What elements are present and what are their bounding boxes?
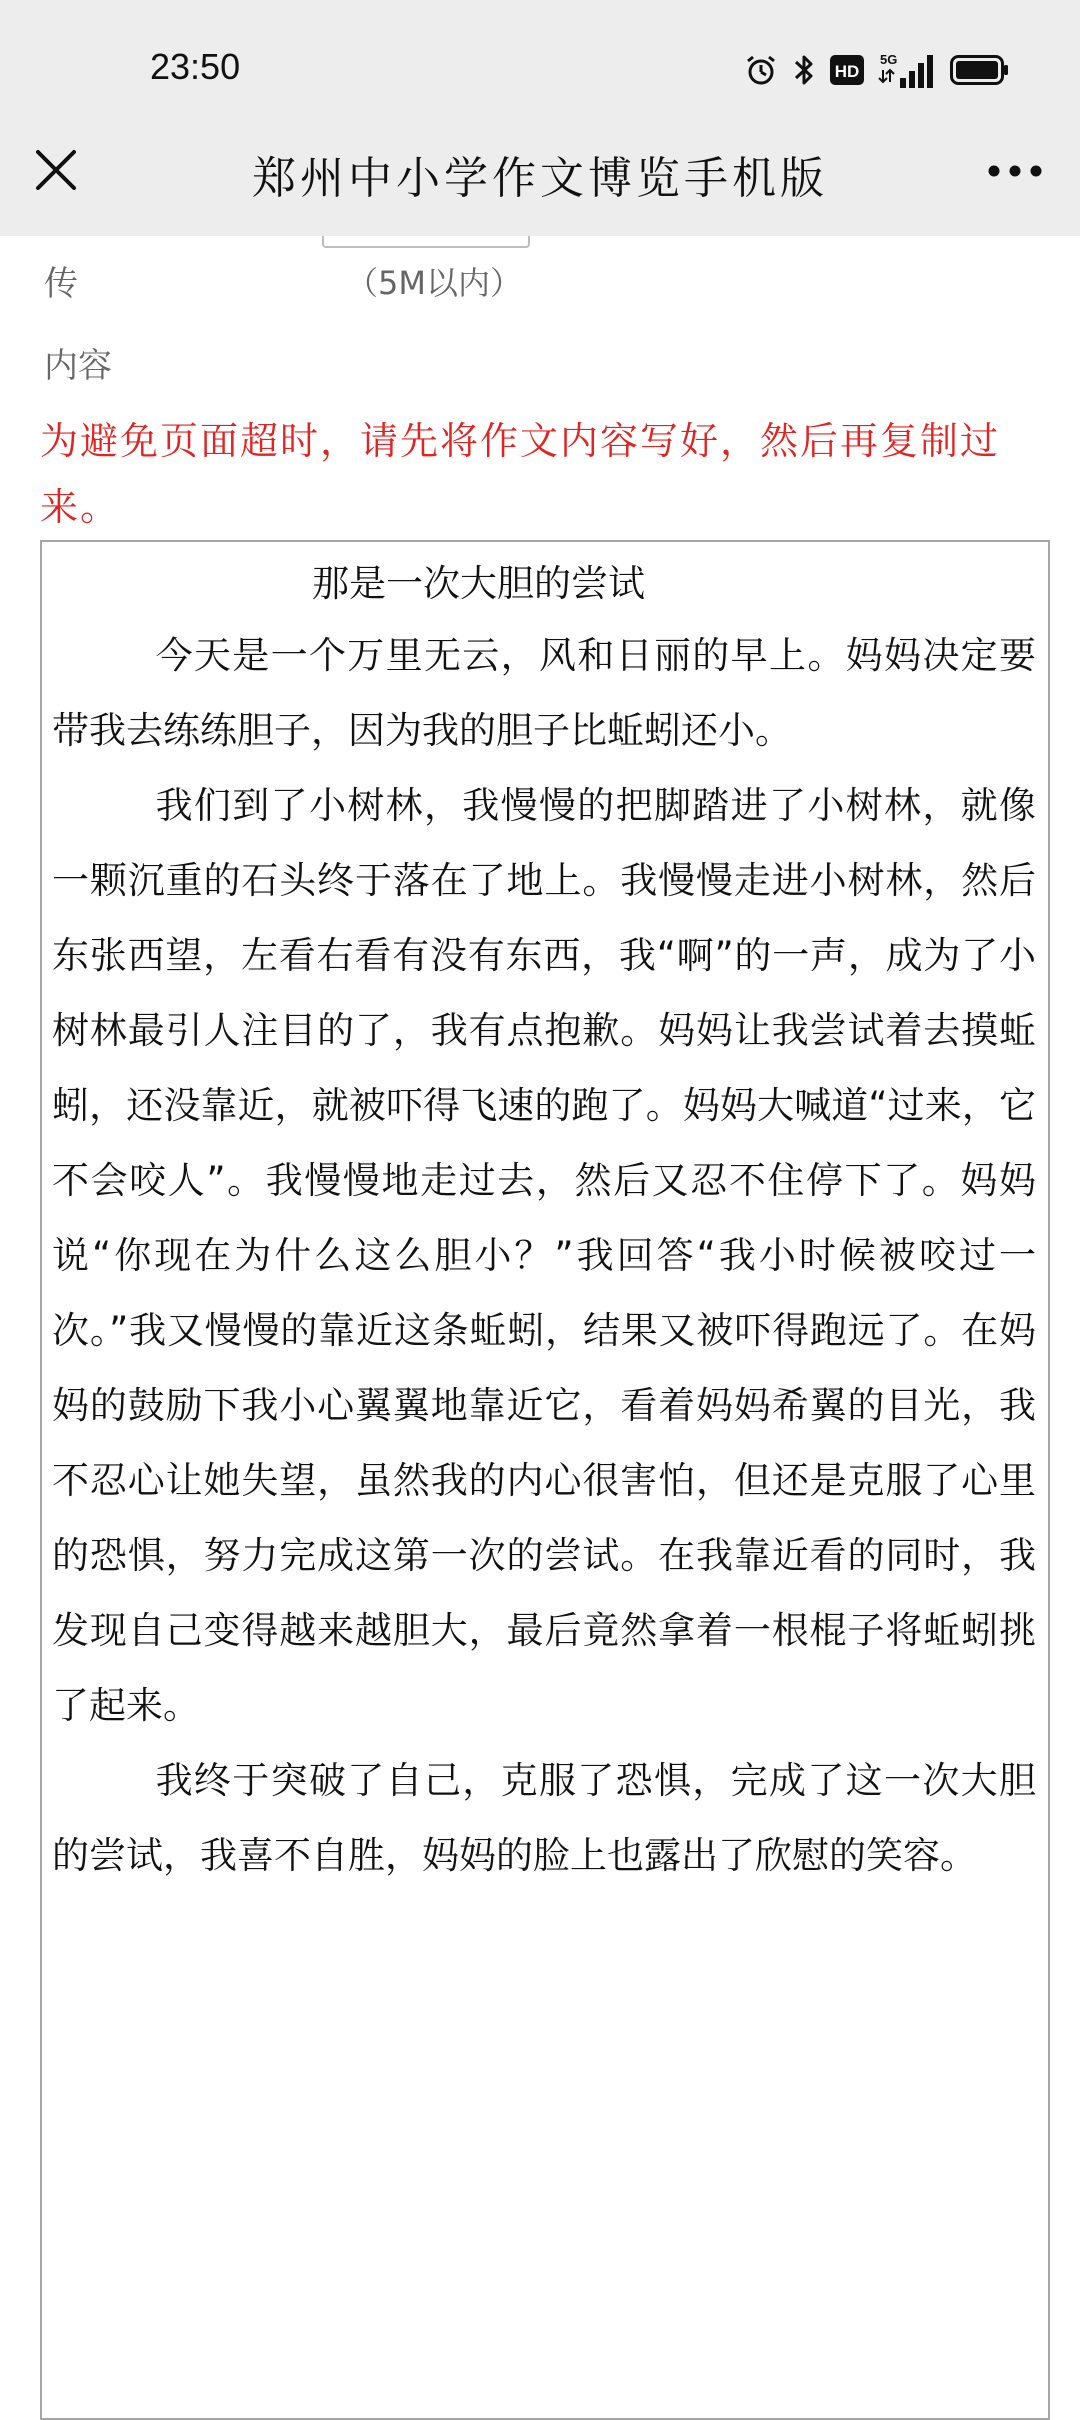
hd-icon bbox=[830, 55, 864, 89]
more-options-button[interactable] bbox=[980, 146, 1050, 196]
svg-text:HD: HD bbox=[834, 62, 860, 81]
essay-title: 那是一次大胆的尝试 bbox=[312, 562, 645, 605]
top-chrome bbox=[0, 0, 1080, 236]
title-bar bbox=[0, 120, 1080, 236]
upload-row bbox=[0, 236, 1080, 306]
more-dots-icon bbox=[987, 164, 1043, 178]
essay-paragraph: 我们到了小树林，我慢慢的把脚踏进了小树林，就像一颗沉重的石头终于落在了地上。我慢慢走进小树林，然后东张西望，左看右看有没有东西，我“啊”的一声，成为了小树林最引人注目的了，我有点抱歉。妈妈让我尝试着去摸蚯蚓，还没靠近，就被吓得飞速的跑了。妈妈大喊道“过来，它不会咬人”。我慢慢地走过去，然后又忍不住停下了。妈妈说“你现在为什么这么胆小？”我回答“我小时候被咬过一次。”我又慢慢的靠近这条蚯蚓，结果又被吓得跑远了。在妈妈的鼓励下我小心翼翼地靠近它，看着妈妈希翼的目光，我不忍心让她失望，虽然我的内心很害怕，但还是克服了心里的恐惧，努力完成这第一次的尝试。在我靠近看的同时，我发现自己变得越来越胆大，最后竟然拿着一根棍子将蚯蚓挑了起来。 bbox=[52, 784, 1036, 1727]
essay-content-textarea[interactable] bbox=[40, 540, 1050, 2420]
alarm-icon bbox=[744, 53, 778, 91]
essay-paragraph: 我终于突破了自己，克服了恐惧，完成了这一次大胆的尝试，我喜不自胜，妈妈的脸上也露出了欣慰的笑容。 bbox=[52, 1759, 1036, 1877]
timeout-warning: 为避免页面超时，请先将作文内容写好，然后再复制过来。 bbox=[40, 419, 1001, 529]
upload-size-hint: （5M以内） bbox=[346, 264, 522, 302]
close-button[interactable] bbox=[28, 142, 84, 198]
battery-icon bbox=[950, 55, 1010, 89]
status-time: 23:50 bbox=[150, 46, 241, 87]
upload-file-button[interactable] bbox=[322, 236, 530, 248]
close-icon bbox=[34, 148, 78, 192]
content-label: 内容 bbox=[44, 346, 112, 386]
5g-signal-icon bbox=[878, 52, 936, 92]
page-title: 郑州中小学作文博览手机版 bbox=[252, 153, 828, 204]
status-icons bbox=[744, 52, 1010, 92]
svg-text:5G: 5G bbox=[880, 52, 898, 67]
status-bar bbox=[0, 0, 1080, 140]
essay-paragraph: 今天是一个万里无云，风和日丽的早上。妈妈决定要带我去练练胆子，因为我的胆子比蚯蚓还小。 bbox=[52, 634, 1036, 752]
upload-label: 传 bbox=[44, 264, 78, 304]
bluetooth-icon bbox=[792, 53, 816, 91]
